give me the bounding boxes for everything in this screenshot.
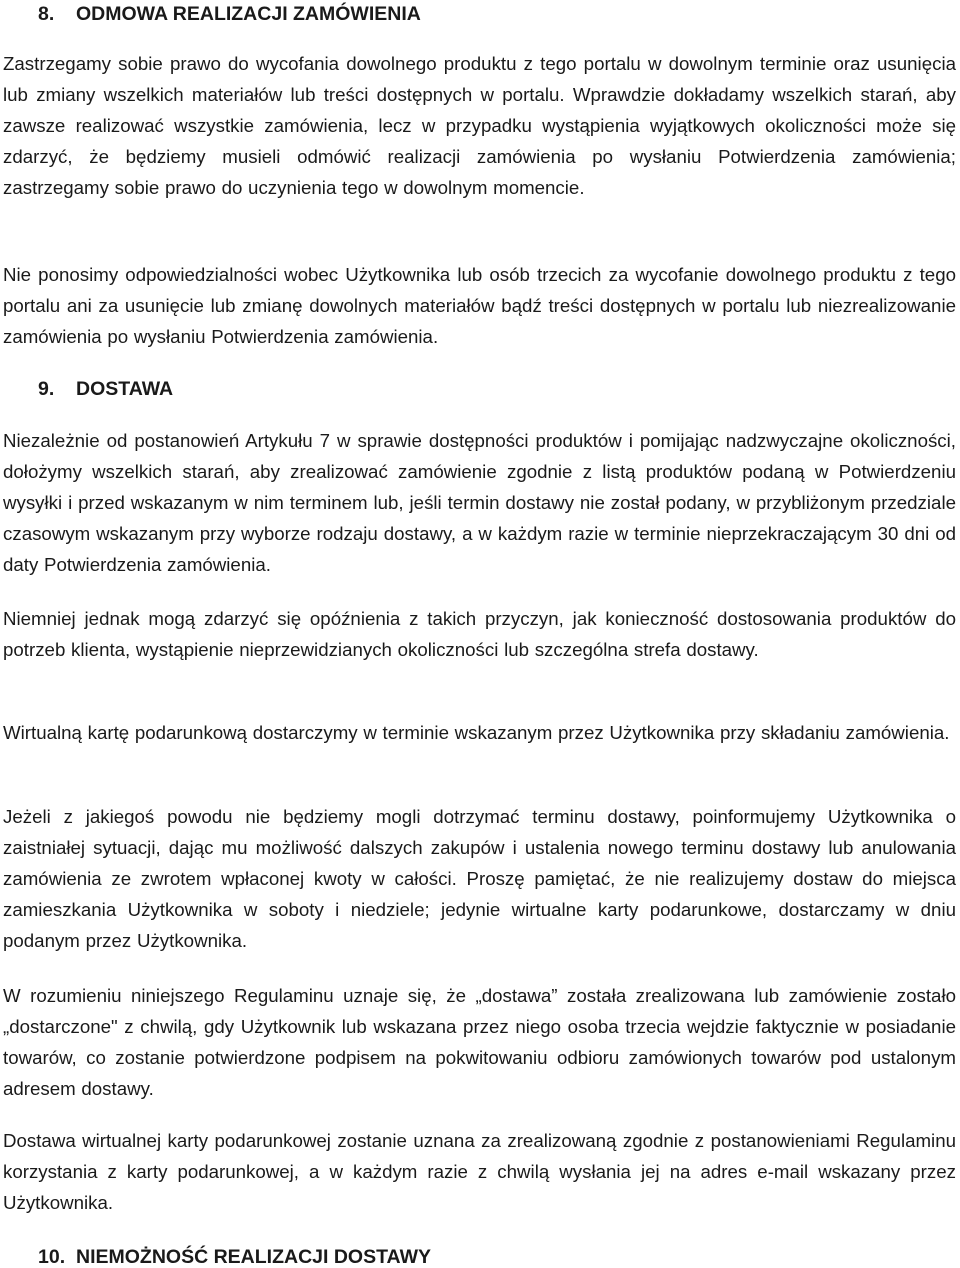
paragraph: W rozumieniu niniejszego Regulaminu uznaje się, że „dostawa” została zrealizowana lub zamówienie zostało „dostarczone" z chwilą, gdy Użytkownik lub wskazana przez niego osoba trzecia wejdzie faktycznie w posiadanie towarów, co zostanie potwierdzone podpisem na pokwitowaniu odbioru zamówionych towarów pod ustalonym adresem dostawy. [3, 985, 956, 1099]
section-number: 9. [38, 378, 55, 400]
section-title: ODMOWA REALIZACJI ZAMÓWIENIA [76, 3, 421, 25]
section-title: DOSTAWA [76, 378, 174, 400]
paragraph: Nie ponosimy odpowiedzialności wobec Użytkownika lub osób trzecich za wycofanie dowolnego produktu z tego portalu ani za usunięcie lub zmianę dowolnych materiałów bądź treści dostępnych w portalu lub niezrealizowanie zamówienia po wysłaniu Potwierdzenia zamówienia. [3, 264, 956, 347]
paragraph: Dostawa wirtualnej karty podarunkowej zostanie uznana za zrealizowaną zgodnie z postanowieniami Regulaminu korzystania z karty podarunkowej, a w każdym razie z chwilą wysłania jej na adres e-mail wskazany przez Użytkownika. [3, 1130, 956, 1213]
section-number: 8. [38, 3, 55, 25]
section-heading-8 [38, 3, 421, 25]
paragraph: Wirtualną kartę podarunkową dostarczymy w terminie wskazanym przez Użytkownika przy składaniu zamówienia. [3, 722, 950, 743]
paragraph: Zastrzegamy sobie prawo do wycofania dowolnego produktu z tego portalu w dowolnym terminie oraz usunięcia lub zmiany wszelkich materiałów lub treści dostępnych w portalu. Wprawdzie dokładamy wszelkich starań, aby zawsze realizować wszystkie zamówienia, lecz w przypadku wystąpienia wyjątkowych okoliczności może się zdarzyć, że będziemy musieli odmówić realizacji zamówienia po wysłaniu Potwierdzenia zamówienia; zastrzegamy sobie prawo do uczynienia tego w dowolnym momencie. [3, 53, 956, 198]
section-number: 10. [38, 1246, 66, 1268]
paragraph: Niezależnie od postanowień Artykułu 7 w sprawie dostępności produktów i pomijając nadzwyczajne okoliczności, dołożymy wszelkich starań, aby zrealizować zamówienie zgodnie z listą produktów podaną w Potwierdzeniu wysyłki i przed wskazanym w nim terminem lub, jeśli termin dostawy nie został podany, w przybliżonym przedziale czasowym wskazanym przy wyborze rodzaju dostawy, a w każdym razie w terminie nieprzekraczającym 30 dni od daty Potwierdzenia zamówienia. [3, 430, 956, 575]
paragraph: Niemniej jednak mogą zdarzyć się opóźnienia z takich przyczyn, jak konieczność dostosowania produktów do potrzeb klienta, wystąpienie nieprzewidzianych okoliczności lub szczególna strefa dostawy. [3, 608, 956, 660]
section-heading-9 [38, 378, 173, 400]
section-title: NIEMOŻNOŚĆ REALIZACJI DOSTAWY [76, 1246, 431, 1268]
section-heading-10 [38, 1246, 431, 1268]
paragraph: Jeżeli z jakiegoś powodu nie będziemy mogli dotrzymać terminu dostawy, poinformujemy Użytkownika o zaistniałej sytuacji, dając mu możliwość dalszych zakupów i ustalenia nowego terminu dostawy lub anulowania zamówienia ze zwrotem wpłaconej kwoty w całości. Proszę pamiętać, że nie realizujemy dostaw do miejsca zamieszkania Użytkownika w soboty i niedziele; jedynie wirtualne karty podarunkowe, dostarczamy w dniu podanym przez Użytkownika. [3, 806, 956, 951]
